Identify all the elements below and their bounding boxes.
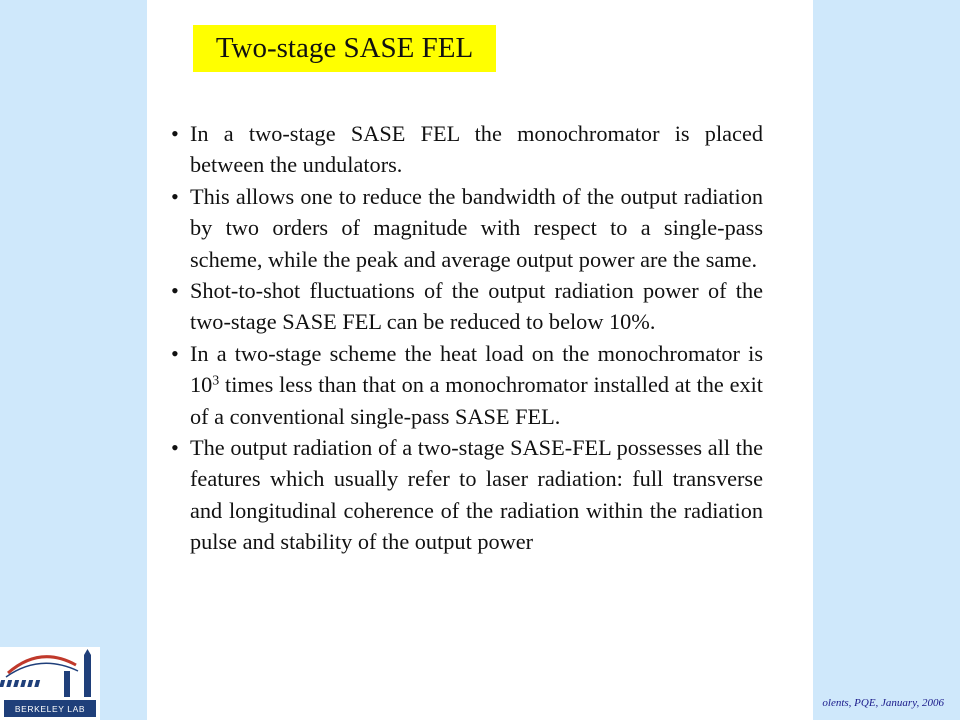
bullet-text-post: times less than that on a monochromator installed at the exit of a conventional single-pass SASE FEL. [190,372,763,429]
slide-title: Two-stage SASE FEL [193,25,496,72]
footer-text: olents, PQE, January, 2006 [822,697,944,709]
bullet-text: In a two-stage SASE FEL the monochromator is placed between the undulators. [190,121,763,178]
bullet-text: This allows one to reduce the bandwidth of the output radiation by two orders of magnitude with respect to a single-pass scheme, while the peak and average output power are the same. [190,183,763,272]
bullet-item [171,338,763,432]
exponent: 3 [212,373,220,389]
footer-citation [812,693,960,713]
berkeley-lab-logo [0,647,100,720]
bullet-item [171,275,763,338]
bullet-item [171,118,763,181]
bullet-item [171,181,763,275]
bullet-item [171,432,763,558]
bullet-text: Shot-to-shot fluctuations of the output radiation power of the two-stage SASE FEL can be reduced to below 10%. [190,278,763,335]
bullet-text: The output radiation of a two-stage SASE-FEL possesses all the features which usually refer to laser radiation: full transverse and longitudinal coherence of the radiation within the radiation pulse and stability of the output power [190,435,763,555]
logo-text: BERKELEY LAB [14,704,86,714]
bullet-list [171,118,763,558]
bullet-text-pre: In a two-stage scheme the heat load on the monochromator is 10 [190,340,763,398]
slide-page [147,0,813,720]
